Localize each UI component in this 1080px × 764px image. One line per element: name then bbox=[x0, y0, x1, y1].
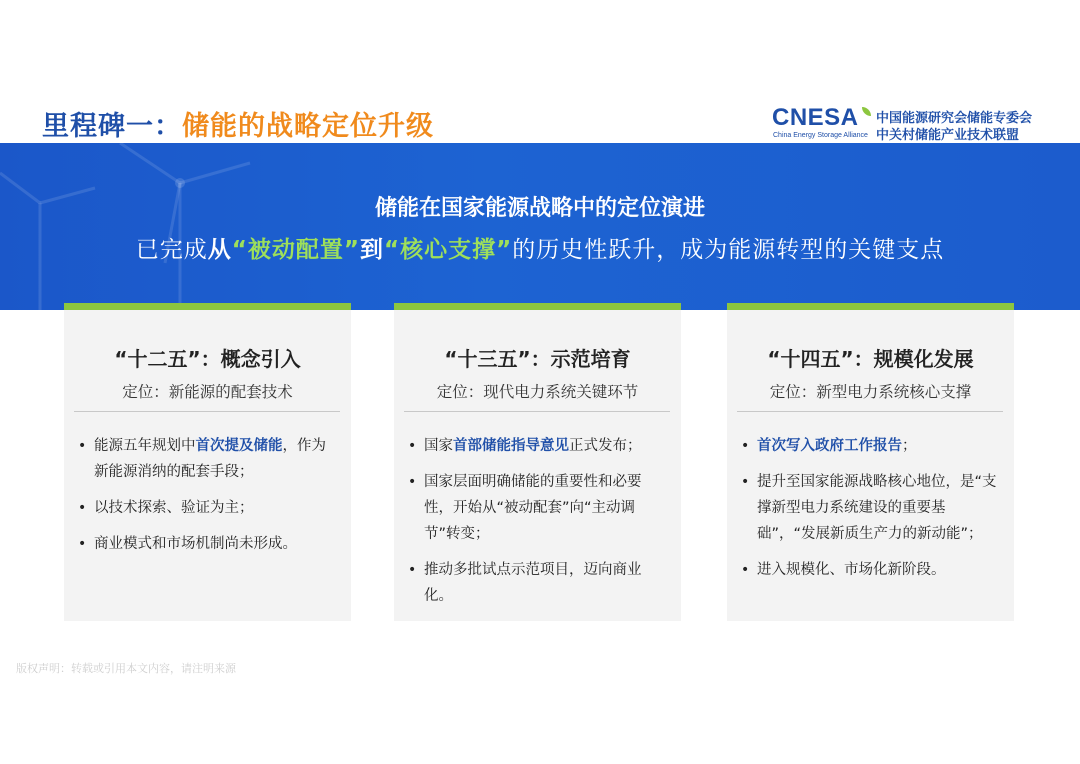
card-bullets bbox=[406, 433, 668, 619]
bullet-emphasis: 首部储能指导意见 bbox=[453, 438, 569, 454]
page-title bbox=[42, 104, 434, 143]
bullet-icon: • bbox=[78, 438, 87, 454]
card-divider bbox=[737, 411, 1003, 412]
card-title: “十四五”：规模化发展 bbox=[767, 347, 974, 371]
banner bbox=[0, 143, 1080, 310]
card-12th-plan bbox=[64, 303, 351, 621]
wind-turbine-backdrop bbox=[0, 143, 420, 310]
page-title-main: 储能的战略定位升级 bbox=[182, 111, 434, 142]
leaf-icon bbox=[862, 107, 871, 116]
bullet-icon: • bbox=[78, 500, 87, 516]
card-accent-bar bbox=[64, 303, 351, 310]
list-item bbox=[406, 557, 668, 609]
logo-org-line1: 中国能源研究会储能专委会 bbox=[876, 111, 1033, 126]
logo-english: China Energy Storage Alliance bbox=[773, 132, 868, 139]
bullet-text-after: ，作为新能源消纳的配套手段； bbox=[94, 438, 326, 480]
sub-from: 从 bbox=[207, 237, 232, 263]
list-item bbox=[406, 433, 668, 459]
card-title: “十二五”：概念引入 bbox=[114, 347, 301, 371]
card-14th-plan bbox=[727, 303, 1014, 621]
list-item bbox=[76, 495, 338, 521]
list-item bbox=[739, 433, 1001, 459]
bullet-text-after: ； bbox=[902, 438, 917, 454]
bullet-emphasis: 首次提及储能 bbox=[195, 438, 283, 454]
list-item bbox=[739, 557, 1001, 583]
footnote: 版权声明：转载或引用本文内容，请注明来源 bbox=[16, 662, 236, 675]
card-13th-plan bbox=[394, 303, 681, 621]
list-item bbox=[76, 433, 338, 485]
card-divider bbox=[404, 411, 670, 412]
bullet-text: 能源五年规划中 bbox=[94, 438, 196, 454]
list-item bbox=[739, 469, 1001, 547]
cnesa-logo bbox=[772, 104, 1052, 144]
card-accent-bar bbox=[394, 303, 681, 310]
bullet-text: 进入规模化、市场化新阶段。 bbox=[757, 562, 946, 578]
card-position: 定位：新型电力系统核心支撑 bbox=[769, 383, 972, 401]
sub-prefix: 已完成 bbox=[135, 237, 208, 263]
card-position: 定位：现代电力系统关键环节 bbox=[436, 383, 639, 401]
sub-to: 到 bbox=[360, 237, 384, 263]
bullet-icon: • bbox=[741, 474, 750, 490]
card-divider bbox=[74, 411, 340, 412]
sub-suffix: 的历史性跃升，成为能源转型的关键支点 bbox=[512, 237, 945, 263]
list-item bbox=[406, 469, 668, 547]
logo-abbr: CNESA bbox=[772, 104, 859, 131]
bullet-text: 国家层面明确储能的重要性和必要性，开始从“被动配套”向“主动调节”转变； bbox=[424, 474, 642, 542]
bullet-emphasis: 首次写入政府工作报告 bbox=[757, 438, 902, 454]
banner-heading: 储能在国家能源战略中的定位演进 bbox=[374, 196, 705, 221]
bullet-icon: • bbox=[741, 562, 750, 578]
banner-subheading bbox=[0, 231, 1080, 264]
bullet-icon: • bbox=[408, 438, 417, 454]
bullet-icon: • bbox=[741, 438, 750, 454]
sub-core: “核心支撑” bbox=[384, 237, 513, 263]
bullet-text-after: 正式发布； bbox=[569, 438, 642, 454]
card-title: “十三五”：示范培育 bbox=[444, 347, 631, 371]
list-item bbox=[76, 531, 338, 557]
page-title-prefix: 里程碑一： bbox=[42, 111, 182, 142]
bullet-icon: • bbox=[78, 536, 87, 552]
card-bullets bbox=[76, 433, 338, 567]
bullet-icon: • bbox=[408, 474, 417, 490]
sub-passive: “被动配置” bbox=[231, 237, 360, 263]
bullet-text: 提升至国家能源战略核心地位，是“支撑新型电力系统建设的重要基础”，“发展新质生产力的新动能”； bbox=[757, 474, 997, 542]
card-bullets bbox=[739, 433, 1001, 593]
bullet-icon: • bbox=[408, 562, 417, 578]
card-position: 定位：新能源的配套技术 bbox=[122, 383, 293, 401]
bullet-text: 推动多批试点示范项目，迈向商业化。 bbox=[424, 562, 642, 604]
bullet-text: 以技术探索、验证为主； bbox=[94, 500, 254, 516]
bullet-text: 商业模式和市场机制尚未形成。 bbox=[94, 536, 297, 552]
card-accent-bar bbox=[727, 303, 1014, 310]
bullet-text: 国家 bbox=[424, 438, 453, 454]
logo-org-line2: 中关村储能产业技术联盟 bbox=[876, 128, 1020, 143]
